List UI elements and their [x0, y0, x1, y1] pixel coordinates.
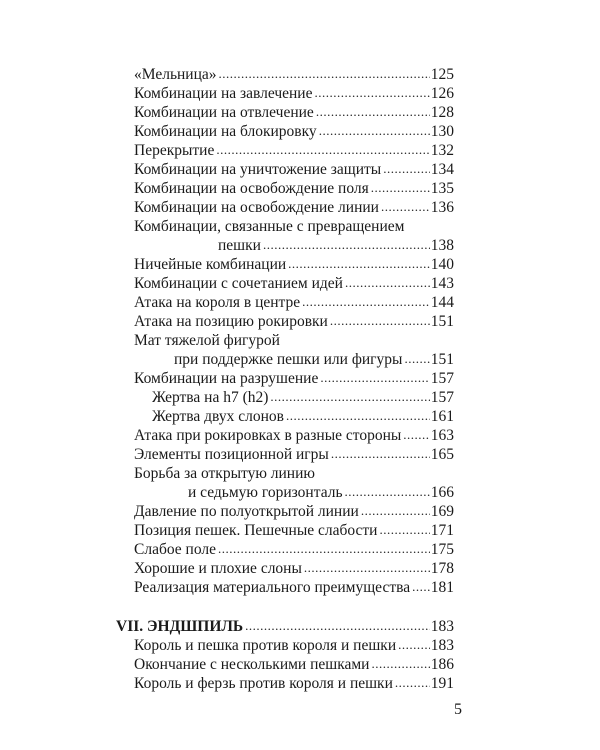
- toc-entry-title: Элементы позиционной игры: [134, 446, 329, 463]
- toc-entry: [134, 294, 454, 312]
- toc-entry-title: Комбинации на завлечение: [134, 85, 313, 102]
- toc-entry-title: Комбинации на освобождение поля: [134, 180, 369, 197]
- toc-chapter: [116, 618, 454, 636]
- toc-entry: [134, 275, 454, 293]
- toc-entry-title: Король и ферзь против короля и пешки: [134, 675, 393, 692]
- dot-leader: [345, 274, 430, 292]
- dot-leader: [286, 407, 430, 425]
- toc-entry: [134, 370, 454, 388]
- toc-entry-title: Жертва на h7 (h2): [152, 389, 269, 406]
- toc-entry: [134, 503, 454, 521]
- toc-entry-page: 138: [430, 237, 454, 254]
- toc-entry-title: Комбинации на уничтожение защиты: [134, 161, 382, 178]
- dot-leader: [263, 236, 430, 254]
- toc-entry-title: Перекрытие: [134, 142, 215, 159]
- toc-entry-page: 183: [430, 618, 454, 635]
- toc-entry: [134, 104, 454, 122]
- dot-leader: [315, 84, 430, 102]
- toc-entry-page: 163: [430, 427, 454, 444]
- dot-leader: [383, 160, 430, 178]
- toc-entry-title: «Мельница»: [134, 66, 217, 83]
- dot-leader: [320, 369, 429, 387]
- toc-entry-title: Жертва двух слонов: [152, 408, 284, 425]
- toc-entry: [134, 427, 454, 445]
- dot-leader: [379, 521, 429, 539]
- toc-entry: [134, 66, 454, 84]
- dot-leader: [219, 65, 430, 83]
- toc-entry-title: Комбинации на разрушение: [134, 370, 319, 387]
- dot-leader: [371, 179, 430, 197]
- toc-entry-title: Атака на позицию рокировки: [134, 313, 328, 330]
- toc-entry: [188, 484, 454, 502]
- toc-entry-title: Окончание с несколькими пешками: [134, 656, 370, 673]
- toc-entry-title: Комбинации на блокировку: [134, 123, 317, 140]
- dot-leader: [412, 578, 430, 596]
- toc-entry-page: 126: [430, 85, 454, 102]
- toc-entry-title: Давление по полуоткрытой линии: [134, 503, 359, 520]
- toc-entry: [134, 332, 454, 350]
- toc-entry: [134, 313, 454, 331]
- toc-entry: [134, 85, 454, 103]
- dot-leader: [361, 502, 430, 520]
- dot-leader: [398, 636, 430, 654]
- toc-entry-title: Комбинации с сочетанием идей: [134, 275, 343, 292]
- toc-entry: [134, 218, 454, 236]
- toc-entry-page: 136: [430, 199, 454, 216]
- toc-entry-title: Комбинации, связанные с превращением: [134, 218, 405, 235]
- toc-entry-page: 144: [430, 294, 454, 311]
- toc-entry-title: Реализация материального преимущества: [134, 579, 411, 596]
- dot-leader: [403, 426, 429, 444]
- toc-entry-title: Комбинации на освобождение линии: [134, 199, 379, 216]
- dot-leader: [288, 255, 430, 273]
- toc-entry-title: Хорошие и плохие слоны: [134, 560, 302, 577]
- toc-entry-page: 191: [430, 675, 454, 692]
- dot-leader: [245, 617, 430, 635]
- dot-leader: [330, 312, 430, 330]
- toc-entry-page: 151: [430, 351, 454, 368]
- toc-entry-title: и седьмую горизонталь: [188, 484, 343, 501]
- dot-leader: [319, 122, 430, 140]
- toc-entry: [152, 408, 454, 426]
- dot-leader: [304, 559, 430, 577]
- dot-leader: [331, 445, 430, 463]
- toc-entry-title: Позиция пешек. Пешечные слабости: [134, 522, 378, 539]
- toc-entry: [134, 256, 454, 274]
- toc-entry-page: 175: [430, 541, 454, 558]
- page-number: 5: [454, 701, 462, 718]
- toc-entry: [174, 351, 454, 369]
- toc-entry: [134, 199, 454, 217]
- toc-entry: [134, 637, 454, 655]
- toc-entry: [134, 161, 454, 179]
- toc-entry: [134, 656, 454, 674]
- toc-entry-title: Мат тяжелой фигурой: [134, 332, 280, 349]
- toc-entry-title: Атака при рокировках в разные стороны: [134, 427, 402, 444]
- toc-entry: [218, 237, 454, 255]
- toc-entry-page: 134: [430, 161, 454, 178]
- dot-leader: [316, 103, 430, 121]
- toc-entry-page: 135: [430, 180, 454, 197]
- dot-leader: [270, 388, 429, 406]
- toc-entry: [134, 675, 454, 693]
- toc-entry-page: 178: [430, 560, 454, 577]
- toc-entry-page: 186: [430, 656, 454, 673]
- toc-entry-page: 183: [430, 637, 454, 654]
- toc-entry-page: 181: [430, 579, 454, 596]
- toc-entry: [134, 579, 454, 597]
- toc-entry-page: 151: [430, 313, 454, 330]
- toc-entry-page: 157: [430, 370, 454, 387]
- toc-entry-title: Ничейные комбинации: [134, 256, 287, 273]
- toc-entry-title: Король и пешка против короля и пешки: [134, 637, 397, 654]
- toc-entry-page: 143: [430, 275, 454, 292]
- toc-entry-page: 132: [430, 142, 454, 159]
- dot-leader: [371, 655, 429, 673]
- toc-entry: [134, 142, 454, 160]
- toc-entry-page: 130: [430, 123, 454, 140]
- chapter-title: VII. ЭНДШПИЛЬ: [116, 618, 244, 635]
- dot-leader: [404, 350, 429, 368]
- dot-leader: [395, 674, 430, 692]
- toc-entry-page: 166: [430, 484, 454, 501]
- toc-entry: [134, 123, 454, 141]
- toc-entry: [134, 465, 454, 483]
- toc-entry-title: Борьба за открытую линию: [134, 465, 315, 482]
- toc-entry-page: 165: [430, 446, 454, 463]
- dot-leader: [302, 293, 430, 311]
- toc-entry-page: 125: [430, 66, 454, 83]
- toc-entry: [152, 389, 454, 407]
- toc-entry-page: 128: [430, 104, 454, 121]
- toc-entry-page: 157: [430, 389, 454, 406]
- toc-entry-title: Слабое поле: [134, 541, 216, 558]
- toc-entry: [134, 541, 454, 559]
- dot-leader: [218, 540, 430, 558]
- toc-entry-title: Комбинации на отвлечение: [134, 104, 314, 121]
- toc-entry-page: 161: [430, 408, 454, 425]
- toc-entry-title: при поддержке пешки или фигуры: [174, 351, 403, 368]
- toc-entry: [134, 180, 454, 198]
- toc-entry-title: Атака на короля в центре: [134, 294, 301, 311]
- toc-entry: [134, 522, 454, 540]
- dot-leader: [381, 198, 430, 216]
- toc-entry: [134, 560, 454, 578]
- dot-leader: [345, 483, 430, 501]
- toc-entry-page: 169: [430, 503, 454, 520]
- toc-entry-page: 171: [430, 522, 454, 539]
- toc-entry-title: пешки: [218, 237, 261, 254]
- toc-entry-page: 140: [430, 256, 454, 273]
- toc-entry: [134, 446, 454, 464]
- dot-leader: [216, 141, 429, 159]
